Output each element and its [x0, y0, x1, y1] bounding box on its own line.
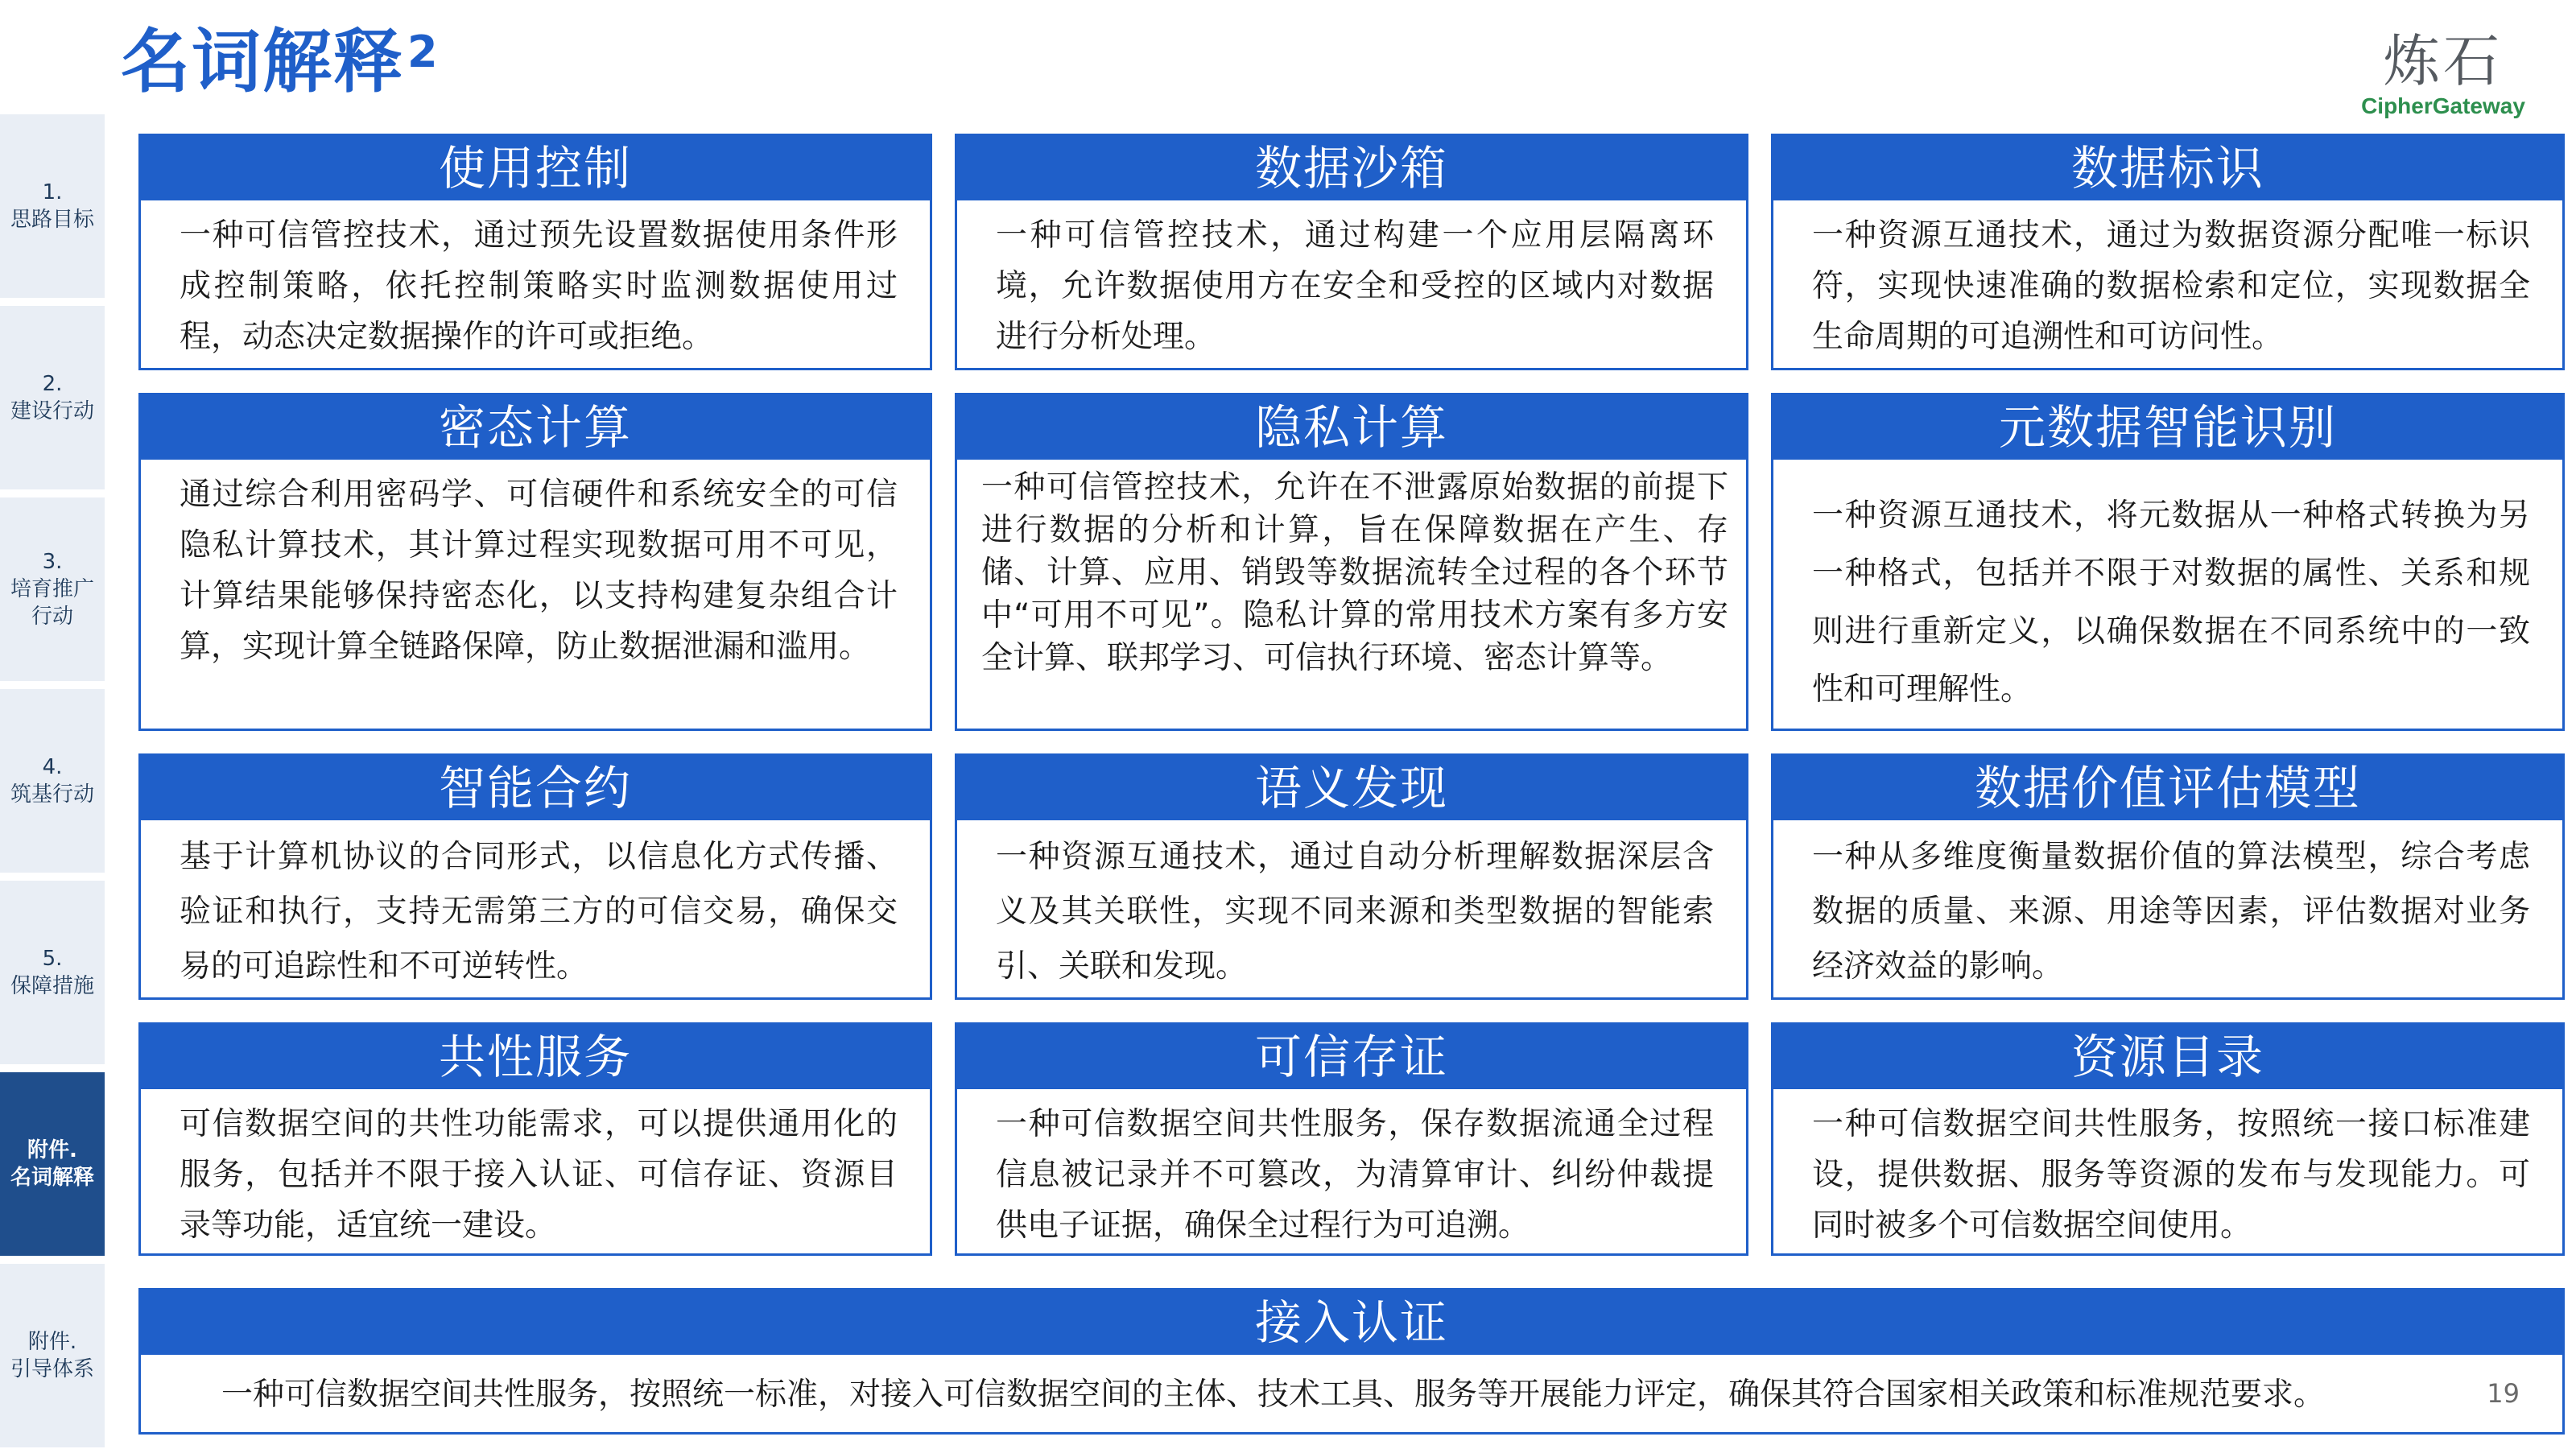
card-title: 资源目录 — [1773, 1025, 2562, 1089]
glossary-card-privacy-computing — [955, 393, 1748, 731]
glossary-card-data-sandbox — [955, 134, 1748, 370]
card-description: 一种资源互通技术，通过自动分析理解数据深层含义及其关联性，实现不同来源和类型数据的智能索引、关联和发现。 — [996, 839, 1714, 985]
sidebar-item-label: 名词解释 — [10, 1166, 94, 1190]
glossary-card-usage-control — [138, 134, 932, 370]
sidebar-item-guidance[interactable] — [0, 1264, 105, 1447]
sidebar-item-number: 4. — [42, 755, 63, 779]
sidebar-item-number: 1. — [42, 180, 63, 204]
sidebar-item-label: 引导体系 — [10, 1357, 94, 1381]
page-title-text: 名词解释 — [121, 22, 404, 102]
sidebar-item-construction[interactable] — [0, 306, 105, 489]
glossary-card-semantic-discovery — [955, 753, 1748, 1000]
sidebar-item-number: 附件. — [27, 1138, 77, 1162]
card-title: 可信存证 — [957, 1025, 1746, 1089]
sidebar-item-number: 附件. — [27, 1330, 77, 1354]
glossary-card-data-identifier — [1771, 134, 2565, 370]
glossary-card-metadata-recognition — [1771, 393, 2565, 731]
card-title: 数据标识 — [1773, 136, 2562, 200]
sidebar-item-foundation[interactable] — [0, 689, 105, 873]
glossary-card-confidential-computing — [138, 393, 932, 731]
card-title: 语义发现 — [957, 756, 1746, 820]
card-description: 基于计算机协议的合同形式，以信息化方式传播、验证和执行，支持无需第三方的可信交易，确保交易的可追踪性和不可逆转性。 — [180, 839, 898, 985]
page-title-superscript: 2 — [407, 27, 438, 77]
card-title: 接入认证 — [141, 1290, 2562, 1355]
sidebar-item-glossary[interactable] — [0, 1072, 105, 1256]
card-description: 一种资源互通技术，将元数据从一种格式转换为另一种格式，包括并不限于对数据的属性、关系和规则进行重新定义，以确保数据在不同系统中的一致性和可理解性。 — [1812, 497, 2530, 708]
card-description: 通过综合利用密码学、可信硬件和系统安全的可信隐私计算技术，其计算过程实现数据可用不可见，计算结果能够保持密态化，以支持构建复杂组合计算，实现计算全链路保障，防止数据泄漏和滥用。 — [180, 477, 898, 665]
glossary-card-resource-catalog — [1771, 1022, 2565, 1256]
card-title: 隐私计算 — [957, 395, 1746, 460]
card-description: 一种可信管控技术，通过预先设置数据使用条件形成控制策略，依托控制策略实时监测数据使用过程，动态决定数据操作的许可或拒绝。 — [180, 217, 898, 355]
glossary-card-smart-contract — [138, 753, 932, 1000]
card-title: 数据沙箱 — [957, 136, 1746, 200]
sidebar-item-label: 培育推广 行动 — [10, 577, 94, 629]
sidebar-item-goals[interactable] — [0, 114, 105, 298]
logo-english-text — [2351, 93, 2536, 119]
card-description: 一种可信数据空间共性服务，按照统一标准，对接入可信数据空间的主体、技术工具、服务等开展能力评定，确保其符合国家相关政策和标准规范要求。 — [221, 1377, 2326, 1413]
page-title — [121, 18, 438, 106]
glossary-card-data-value-model — [1771, 753, 2565, 1000]
sidebar-item-promotion[interactable] — [0, 497, 105, 681]
card-description: 一种从多维度衡量数据价值的算法模型，综合考虑数据的质量、来源、用途等因素，评估数据对业务经济效益的影响。 — [1812, 839, 2530, 985]
card-description: 可信数据空间的共性功能需求，可以提供通用化的服务，包括并不限于接入认证、可信存证、资源目录等功能，适宜统一建设。 — [180, 1106, 898, 1244]
sidebar-item-number: 5. — [42, 947, 63, 971]
card-title: 元数据智能识别 — [1773, 395, 2562, 460]
sidebar-item-number: 2. — [42, 372, 63, 396]
card-description: 一种可信数据空间共性服务，保存数据流通全过程信息被记录并不可篡改，为清算审计、纠纷仲裁提供电子证据，确保全过程行为可追溯。 — [996, 1106, 1714, 1244]
card-title: 共性服务 — [141, 1025, 930, 1089]
sidebar-item-label: 筑基行动 — [10, 782, 94, 807]
page-number: 19 — [2487, 1378, 2520, 1409]
brand-logo — [2351, 29, 2536, 126]
sidebar-item-safeguards[interactable] — [0, 881, 105, 1064]
card-title: 使用控制 — [141, 136, 930, 200]
card-title: 智能合约 — [141, 756, 930, 820]
glossary-card-trusted-evidence — [955, 1022, 1748, 1256]
logo-english-part-2: Gateway — [2432, 93, 2525, 118]
sidebar-item-label: 思路目标 — [10, 208, 94, 232]
glossary-card-common-services — [138, 1022, 932, 1256]
card-description: 一种可信管控技术，允许在不泄露原始数据的前提下进行数据的分析和计算，旨在保障数据在产生、存储、计算、应用、销毁等数据流转全过程的各个环节中“可用不可见”。隐私计算的常用技术方案有多方安全计算、联邦学习、可信执行环境、密态计算等。 — [981, 469, 1728, 676]
card-title: 数据价值评估模型 — [1773, 756, 2562, 820]
card-description: 一种可信数据空间共性服务，按照统一接口标准建设，提供数据、服务等资源的发布与发现能力。可同时被多个可信数据空间使用。 — [1812, 1106, 2530, 1244]
sidebar-nav — [0, 114, 105, 1449]
sidebar-item-label: 建设行动 — [10, 399, 94, 423]
logo-chinese-text: 炼石 — [2384, 28, 2503, 94]
sidebar-item-label: 保障措施 — [10, 974, 94, 998]
card-description: 一种资源互通技术，通过为数据资源分配唯一标识符，实现快速准确的数据检索和定位，实现数据全生命周期的可追溯性和可访问性。 — [1812, 217, 2530, 355]
card-description: 一种可信管控技术，通过构建一个应用层隔离环境，允许数据使用方在安全和受控的区域内对数据进行分析处理。 — [996, 217, 1714, 355]
card-title: 密态计算 — [141, 395, 930, 460]
sidebar-item-number: 3. — [42, 550, 63, 574]
glossary-card-access-authentication — [138, 1288, 2565, 1435]
logo-english-part-1: Cipher — [2361, 93, 2433, 118]
